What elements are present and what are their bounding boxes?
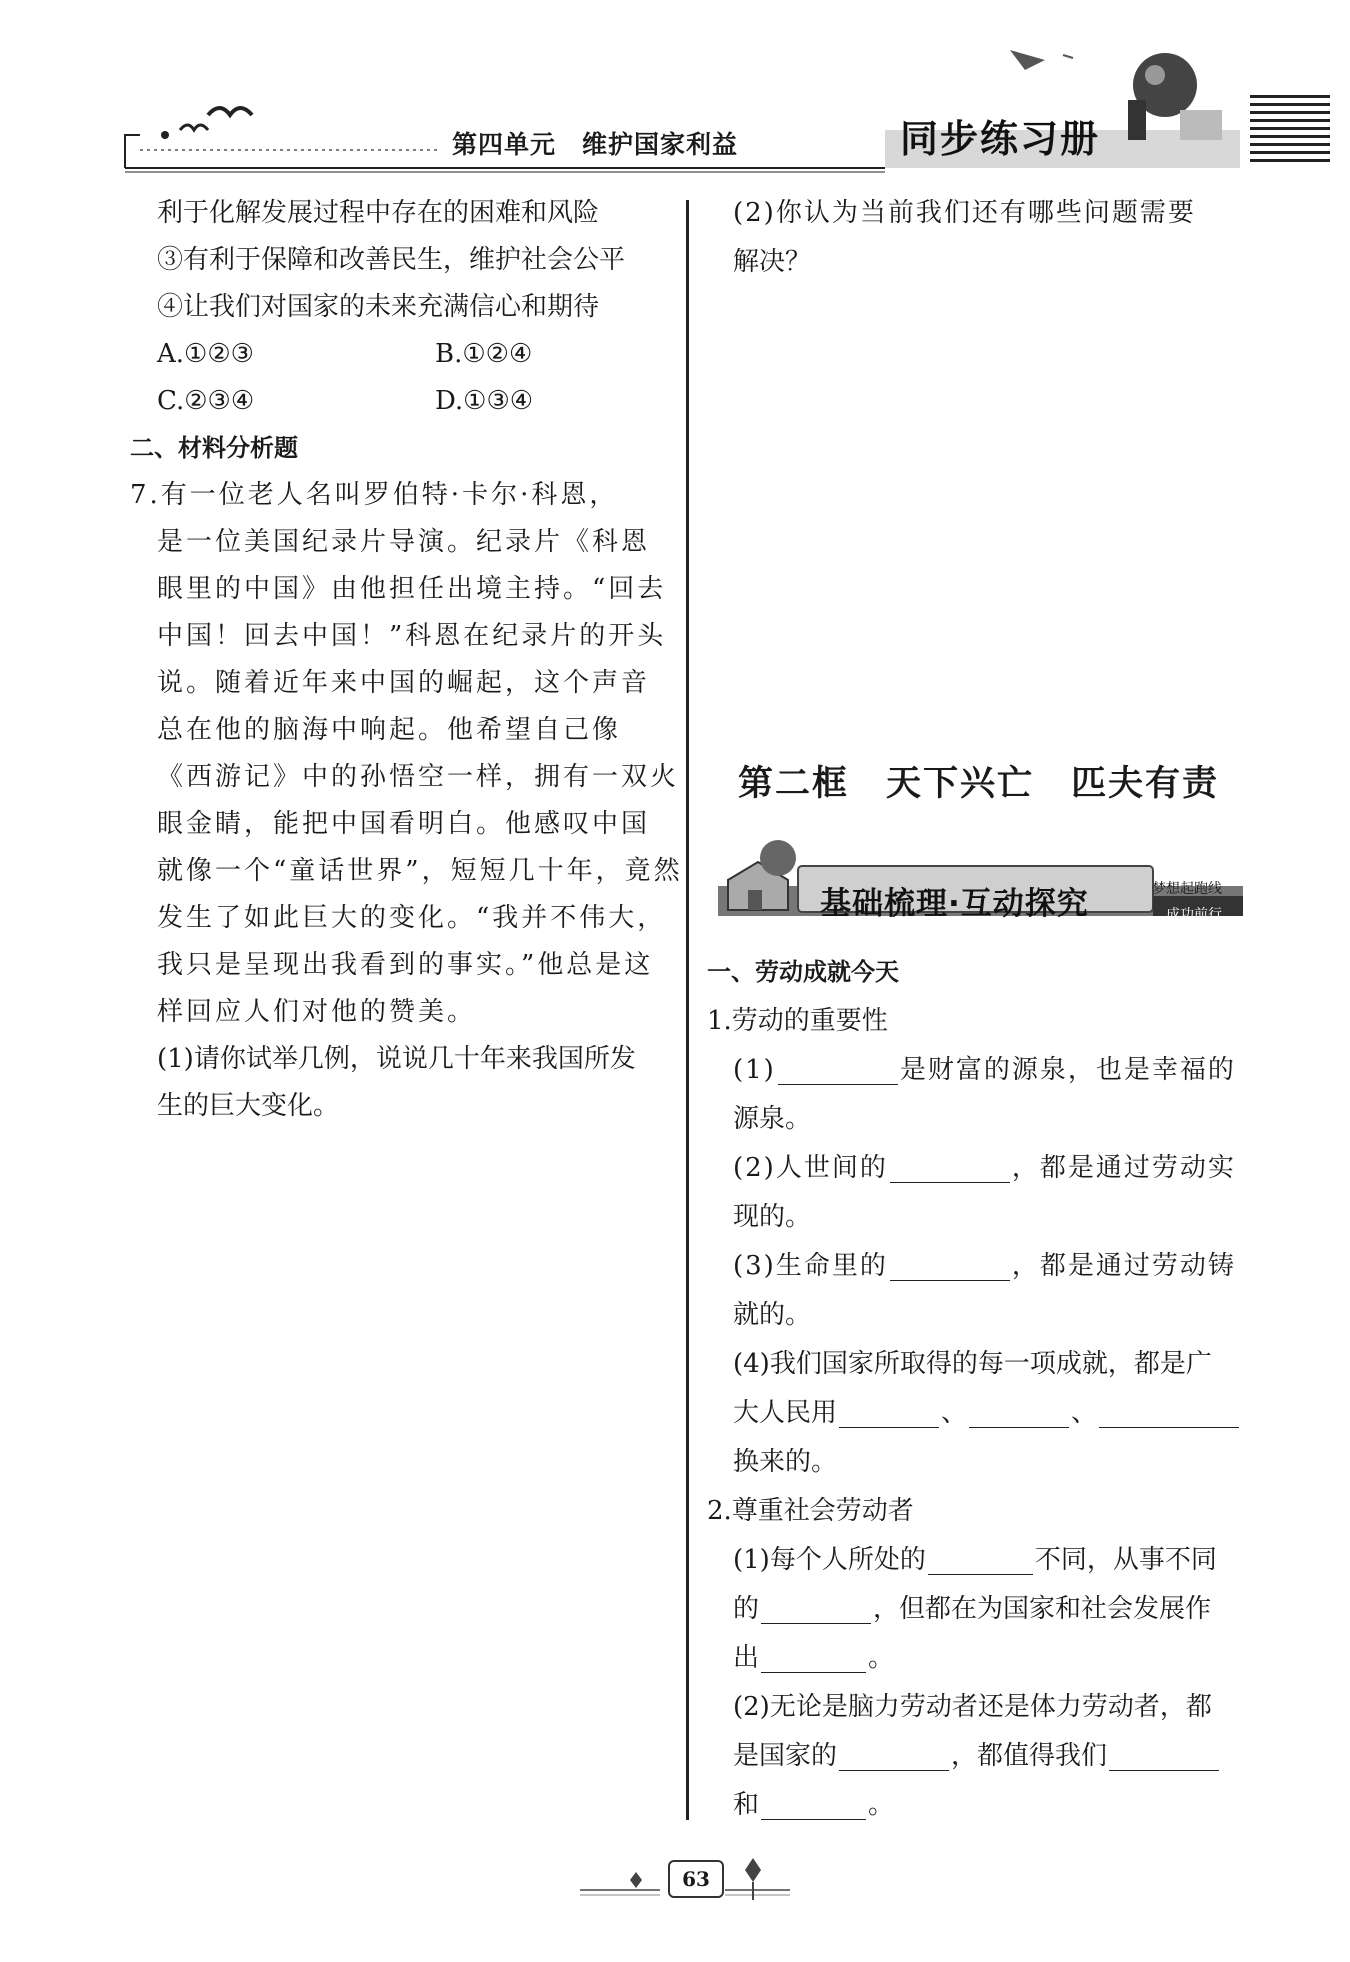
fill-line: (1)每个人所处的 不同，从事不同 [733,1545,1217,1575]
section-title-material: 二、材料分析题 [130,434,298,462]
banner-subtitle: 成功前行 [1166,907,1222,923]
fill-line: 出 。 [733,1643,895,1673]
q7-line: 说。随着近年来中国的崛起，这个声音 [157,668,651,698]
option-b: B.①②④ [435,339,533,369]
q7-line: 眼里的中国》由他担任出境主持。“回去 [157,574,667,604]
unit-title: 第四单元 维护国家利益 [452,130,739,159]
q7-sub1-line: 生的巨大变化。 [157,1091,340,1121]
fill-line: 的 ，但都在为国家和社会发展作 [733,1594,1212,1624]
answer-blank[interactable] [761,1597,871,1624]
item-title: 2.尊重社会劳动者 [707,1496,914,1526]
q7-line: 《西游记》中的孙悟空一样，拥有一双火 [157,762,680,792]
column-divider [686,200,689,1820]
fill-line: (3)生命里的 ，都是通过劳动铸 [733,1251,1236,1281]
banner-main-title: 基础梳理·互动探究 [820,886,1089,922]
answer-blank[interactable] [761,1646,866,1673]
banner-subtitle: 梦想起跑线 [1152,881,1222,897]
q7-line: 7.有一位老人名叫罗伯特·卡尔·科恩， [130,480,619,510]
text-line: 现的。 [733,1202,812,1232]
answer-blank[interactable] [839,1401,939,1428]
text-line: (4)我们国家所取得的每一项成就，都是广 [733,1349,1212,1379]
q7-line: 总在他的脑海中响起。他希望自己像 [157,715,622,745]
q7-sub2-line: (2)你认为当前我们还有哪些问题需要 [733,198,1196,228]
fill-line: 大人民用 、 、 [733,1398,1241,1428]
text-line: 就的。 [733,1300,812,1330]
answer-blank[interactable] [890,1254,1010,1281]
option-a: A.①②③ [157,339,254,369]
answer-blank[interactable] [1099,1401,1239,1428]
text-line: ③有利于保障和改善民生，维护社会公平 [157,245,626,275]
answer-blank[interactable] [928,1548,1033,1575]
answer-blank[interactable] [969,1401,1069,1428]
item-title: 1.劳动的重要性 [707,1006,888,1036]
section-title-labor: 一、劳动成就今天 [707,958,899,986]
q7-line: 样回应人们对他的赞美。 [157,997,477,1027]
answer-blank[interactable] [778,1058,898,1085]
text-line: ④让我们对国家的未来充满信心和期待 [157,292,600,322]
fill-line: (2)人世间的 ，都是通过劳动实 [733,1153,1236,1183]
answer-blank[interactable] [1109,1744,1219,1771]
text-line: 换来的。 [733,1447,838,1477]
page-number: 63 [668,1860,724,1898]
fill-line: 和 。 [733,1790,895,1820]
q7-line: 眼金睛，能把中国看明白。他感叹中国 [157,809,651,839]
text-line: (2)无论是脑力劳动者还是体力劳动者，都 [733,1692,1212,1722]
q7-sub1-line: (1)请你试举几例，说说几十年来我国所发 [157,1044,636,1074]
option-c: C.②③④ [157,386,255,416]
q7-line: 中国！回去中国！”科恩在纪录片的开头 [157,621,667,651]
answer-blank[interactable] [761,1793,866,1820]
answer-blank[interactable] [890,1156,1010,1183]
fill-line: 是国家的 ，都值得我们 [733,1741,1221,1771]
text-line: 源泉。 [733,1104,812,1134]
q7-line: 就像一个“童话世界”，短短几十年，竟然 [157,856,683,886]
option-d: D.①③④ [435,386,534,416]
answer-blank[interactable] [839,1744,949,1771]
q7-sub2-line: 解决？ [733,247,812,277]
lesson-frame-title: 第二框 天下兴亡 匹夫有责 [738,764,1220,804]
q7-line: 我只是呈现出我看到的事实。”他总是这 [157,950,654,980]
q7-line: 发生了如此巨大的变化。“我并不伟大， [157,903,667,933]
text-line: 利于化解发展过程中存在的困难和风险 [157,198,600,228]
fill-line: (1) 是财富的源泉，也是幸福的 [733,1055,1236,1085]
brand-title: 同步练习册 [900,117,1101,161]
q7-line: 是一位美国纪录片导演。纪录片《科恩 [157,527,651,557]
page-header [0,0,1350,175]
